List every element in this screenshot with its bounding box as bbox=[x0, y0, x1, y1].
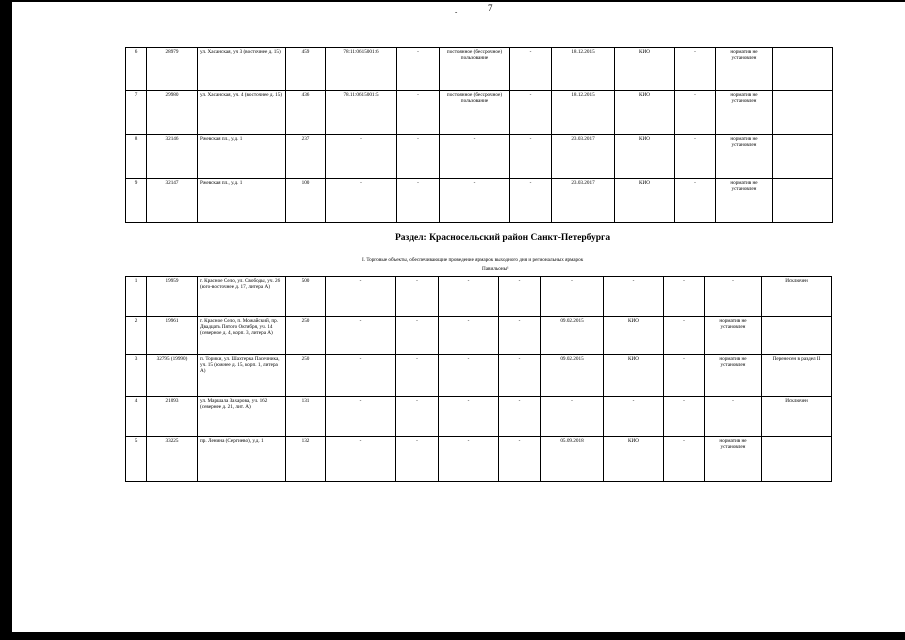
table-cell: 100 bbox=[286, 179, 326, 223]
table-row bbox=[126, 48, 833, 91]
table-cell: - bbox=[326, 317, 396, 355]
table-cell: Исключен bbox=[762, 397, 832, 437]
table-cell: - bbox=[396, 437, 439, 482]
table-cell: 33225 bbox=[147, 437, 198, 482]
table-cell: 23.03.2017 bbox=[552, 135, 615, 179]
table-row bbox=[126, 277, 832, 317]
table-cell bbox=[762, 317, 832, 355]
table-cell: - bbox=[510, 135, 552, 179]
table-row bbox=[126, 91, 833, 135]
table-cell: 3 bbox=[126, 355, 147, 397]
table-cell: 250 bbox=[286, 317, 326, 355]
table-cell: 21093 bbox=[147, 397, 198, 437]
table-cell: - bbox=[439, 397, 499, 437]
table-cell: Исключен bbox=[762, 277, 832, 317]
table-cell: г. Красное Село, п. Можайский, пр. Двадцать Пятого Октября, уч. 14 (северное д. 4, корп. 3, литера А) bbox=[198, 317, 286, 355]
table-cell: - bbox=[664, 397, 705, 437]
table-cell: 6 bbox=[126, 48, 147, 91]
table-cell: КИО bbox=[604, 355, 664, 397]
table-cell: - bbox=[664, 355, 705, 397]
table-cell: 7 bbox=[126, 91, 147, 135]
table-cell: - bbox=[675, 91, 716, 135]
table-cell: ул. Хасанская, уч 3 (восточнее д. 15) bbox=[198, 48, 286, 91]
table-cell: 32795 (19990) bbox=[147, 355, 198, 397]
table-cell: - bbox=[675, 135, 716, 179]
subsection-name: Павильоны¹ bbox=[482, 266, 509, 272]
table-cell: КИО bbox=[604, 317, 664, 355]
table-cell: - bbox=[396, 277, 439, 317]
table-cell: г. Красное Село, ул. Свободы, уч. 26 (юго-восточнее д. 17, литера А) bbox=[198, 277, 286, 317]
table-cell: - bbox=[397, 179, 440, 223]
table-cell: 500 bbox=[286, 277, 326, 317]
table-cell: - bbox=[396, 317, 439, 355]
table-cell: 18.12.2015 bbox=[552, 91, 615, 135]
table-cell bbox=[762, 437, 832, 482]
table-cell: КИО bbox=[615, 48, 675, 91]
table-cell bbox=[773, 135, 833, 179]
table-cell: 8 bbox=[126, 135, 147, 179]
table-cell bbox=[773, 91, 833, 135]
table-cell: Ржевская пл., у.д. 1 bbox=[198, 179, 286, 223]
table-cell: 1 bbox=[126, 277, 147, 317]
table-cell: - bbox=[439, 355, 499, 397]
table-cell: - bbox=[499, 397, 541, 437]
page-number: 7 bbox=[488, 3, 493, 13]
table-cell: - bbox=[604, 397, 664, 437]
table-cell: - bbox=[510, 179, 552, 223]
table-row bbox=[126, 397, 832, 437]
table-cell: 131 bbox=[286, 397, 326, 437]
table-row bbox=[126, 437, 832, 482]
table-cell: - bbox=[440, 135, 510, 179]
table-row bbox=[126, 355, 832, 397]
table-cell: - bbox=[541, 277, 604, 317]
table-cell: Перенесен в раздел II bbox=[762, 355, 832, 397]
table-cell: норматив не установлен bbox=[716, 91, 773, 135]
table-cell: - bbox=[326, 179, 397, 223]
table-row bbox=[126, 179, 833, 223]
table-cell: 132 bbox=[286, 437, 326, 482]
table-cell: 459 bbox=[286, 48, 326, 91]
table-cell: норматив не установлен bbox=[705, 355, 762, 397]
table-cell: - bbox=[499, 437, 541, 482]
table-cell: Ржевская пл., у.д. 1 bbox=[198, 135, 286, 179]
table-cell: - bbox=[326, 397, 396, 437]
table-cell: - bbox=[705, 397, 762, 437]
table-cell: - bbox=[664, 277, 705, 317]
table-cell: - bbox=[439, 277, 499, 317]
table-cell: 5 bbox=[126, 437, 147, 482]
table-cell: норматив не установлен bbox=[716, 179, 773, 223]
table-cell: норматив не установлен bbox=[716, 48, 773, 91]
register-table-krasnoselsky bbox=[125, 276, 832, 482]
table-cell: 19959 bbox=[147, 277, 198, 317]
table-cell: - bbox=[326, 135, 397, 179]
top-mark: - bbox=[455, 8, 458, 16]
table-cell: 05.09.2018 bbox=[541, 437, 604, 482]
table-cell: норматив не установлен bbox=[705, 437, 762, 482]
table-cell: - bbox=[664, 317, 705, 355]
table-cell: - bbox=[396, 397, 439, 437]
table-cell: КИО bbox=[604, 437, 664, 482]
table-cell: - bbox=[510, 48, 552, 91]
table-cell: 09.02.2015 bbox=[541, 317, 604, 355]
scan-border-bottom bbox=[0, 632, 905, 640]
table-cell: 237 bbox=[286, 135, 326, 179]
table-cell: 09.02.2015 bbox=[541, 355, 604, 397]
table-cell: - bbox=[439, 317, 499, 355]
table-cell: ул. Хасанская, уч. 4 (восточнее д. 15) bbox=[198, 91, 286, 135]
table-cell: 4 bbox=[126, 397, 147, 437]
table-cell: пр. Ленина (Сергиево), у.д. 1 bbox=[198, 437, 286, 482]
table-cell: - bbox=[541, 397, 604, 437]
table-cell: 9 bbox=[126, 179, 147, 223]
table-cell: постоянное (бессрочное) пользование bbox=[440, 91, 510, 135]
table-cell: 32146 bbox=[147, 135, 198, 179]
table-cell: КИО bbox=[615, 179, 675, 223]
table-cell: - bbox=[397, 135, 440, 179]
table-cell: - bbox=[705, 277, 762, 317]
table-cell: - bbox=[499, 317, 541, 355]
table-cell: - bbox=[326, 437, 396, 482]
table-cell: - bbox=[499, 277, 541, 317]
table-row bbox=[126, 317, 832, 355]
table-cell: - bbox=[326, 355, 396, 397]
table-cell: п. Торики, ул. Шахтерка Пасечника, уч. 15 (южнее д. 15, корп. 1, литера А) bbox=[198, 355, 286, 397]
table-cell: - bbox=[440, 179, 510, 223]
table-cell bbox=[773, 48, 833, 91]
table-cell: 78.11:0615001:5 bbox=[326, 91, 397, 135]
table-cell: - bbox=[510, 91, 552, 135]
table-cell: норматив не установлен bbox=[716, 135, 773, 179]
table-cell: КИО bbox=[615, 91, 675, 135]
table-cell: - bbox=[499, 355, 541, 397]
register-table-top bbox=[125, 47, 833, 223]
table-cell: - bbox=[396, 355, 439, 397]
table-cell: ул. Маршала Захарова, уч. 162 (севернее д. 21, лит. А) bbox=[198, 397, 286, 437]
subsection-title: I. Торговые объекты, обеспечивающие проведение ярмарок выходного дня и региональных ярмарок bbox=[362, 257, 584, 263]
table-cell: - bbox=[604, 277, 664, 317]
table-cell: 2 bbox=[126, 317, 147, 355]
table-cell: - bbox=[326, 277, 396, 317]
table-cell: 19961 bbox=[147, 317, 198, 355]
table-cell: - bbox=[397, 48, 440, 91]
table-cell: 32147 bbox=[147, 179, 198, 223]
table-cell: 29980 bbox=[147, 91, 198, 135]
table-cell: норматив не установлен bbox=[705, 317, 762, 355]
table-cell: - bbox=[397, 91, 440, 135]
table-cell: 28979 bbox=[147, 48, 198, 91]
table-cell: КИО bbox=[615, 135, 675, 179]
section-title: Раздел: Красносельский район Санкт-Петербурга bbox=[395, 233, 611, 243]
scan-border-top bbox=[0, 0, 905, 2]
table-cell bbox=[773, 179, 833, 223]
table-cell: 436 bbox=[286, 91, 326, 135]
table-cell: постоянное (бессрочное) пользование bbox=[440, 48, 510, 91]
table-cell: 250 bbox=[286, 355, 326, 397]
table-cell: - bbox=[664, 437, 705, 482]
scan-border-left bbox=[0, 0, 12, 640]
table-cell: 23.03.2017 bbox=[552, 179, 615, 223]
table-row bbox=[126, 135, 833, 179]
table-cell: 78:11:0615001:6 bbox=[326, 48, 397, 91]
table-cell: 18.12.2015 bbox=[552, 48, 615, 91]
table-cell: - bbox=[439, 437, 499, 482]
table-cell: - bbox=[675, 48, 716, 91]
table-cell: - bbox=[675, 179, 716, 223]
